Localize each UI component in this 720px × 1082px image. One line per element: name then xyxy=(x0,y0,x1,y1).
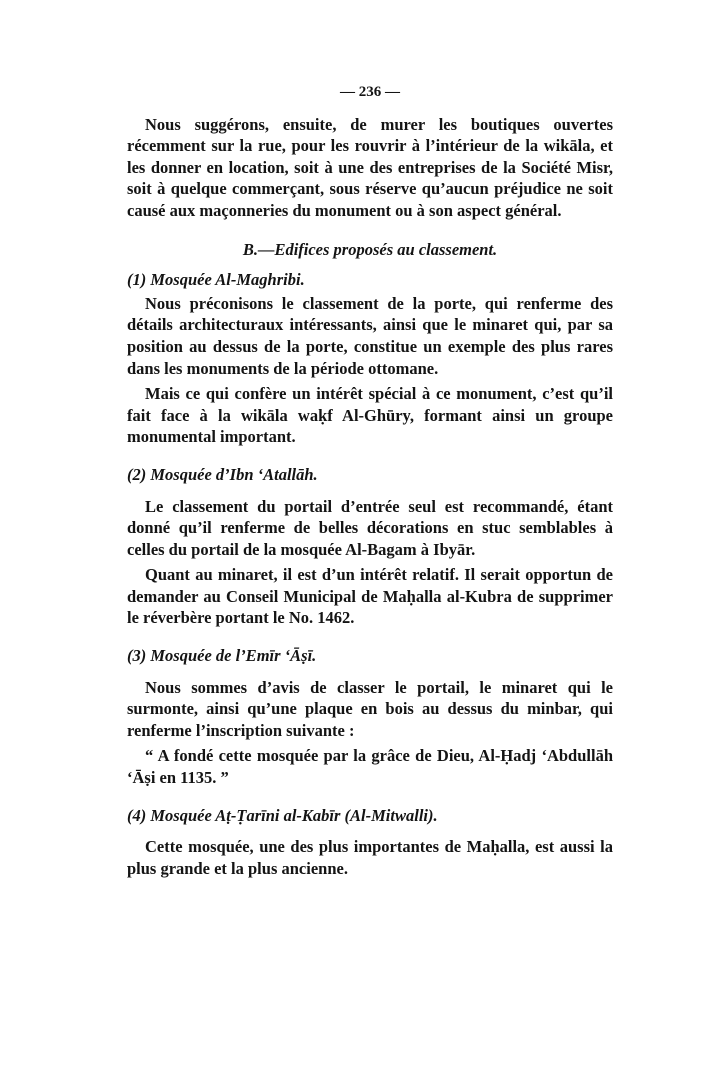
intro-paragraph: Nous suggérons, ensuite, de murer les boutiques ouvertes récemment sur la rue, pour les rouvrir à l’intérieur de la wikāla, et les donner en location, soit à une des entreprises de la Société Misr, soit à quelque commerçant, sous réserve qu’aucun préjudice ne soit causé aux maçonneries du monument ou à son aspect général. xyxy=(127,114,613,220)
item-1 xyxy=(127,269,613,448)
item-2 xyxy=(127,464,613,629)
item-paragraph: Nous préconisons le classement de la porte, qui renferme des détails architecturaux intéressants, ainsi que le minaret qui, par sa position au dessus de la porte, constitue un exemple des plus rares dans les monuments de la période ottomane. xyxy=(127,293,613,378)
item-paragraph: Mais ce qui confère un intérêt spécial à ce monument, c’est qu’il fait face à la wikāla waḳf Al-Ghūry, formant ainsi un groupe monumental important. xyxy=(127,384,613,447)
item-paragraph: Cette mosquée, une des plus importantes de Maḥalla, est aussi la plus grande et la plus ancienne. xyxy=(127,837,613,878)
item-paragraph: “ A fondé cette mosquée par la grâce de Dieu, Al-Ḥadj ‘Abdullāh ‘Āṣi en 1135. ” xyxy=(127,746,613,788)
item-heading: (4) Mosquée Aṭ-Ṭarīni al-Kabīr (Al-Mitwalli). xyxy=(127,805,438,825)
item-paragraph: Nous sommes d’avis de classer le portail, le minaret qui le surmonte, ainsi qu’une plaque en bois au dessus du minbar, qui renferme l’inscription suivante : xyxy=(127,677,613,740)
item-heading: (1) Mosquée Al-Maghribi. xyxy=(127,270,305,290)
section-heading: B.—Edifices proposés au classement. xyxy=(242,239,498,259)
page-number: — 236 — xyxy=(340,84,400,100)
item-4 xyxy=(127,805,613,880)
item-heading: (2) Mosquée d’Ibn ‘Atallāh. xyxy=(127,464,318,484)
item-paragraph: Le classement du portail d’entrée seul est recommandé, étant donné qu’il renferme de belles décorations en stuc semblables à celles du portail de la mosquée Al-Bagam à Ibyār. xyxy=(127,496,613,559)
item-3 xyxy=(127,645,613,789)
item-heading: (3) Mosquée de l’Emīr ‘Āṣī. xyxy=(127,646,317,666)
document-page xyxy=(127,82,613,879)
item-paragraph: Quant au minaret, il est d’un intérêt relatif. Il serait opportun de demander au Conseil Municipal de Maḥalla al-Kubra de supprimer le réverbère portant le No. 1462. xyxy=(127,565,613,628)
